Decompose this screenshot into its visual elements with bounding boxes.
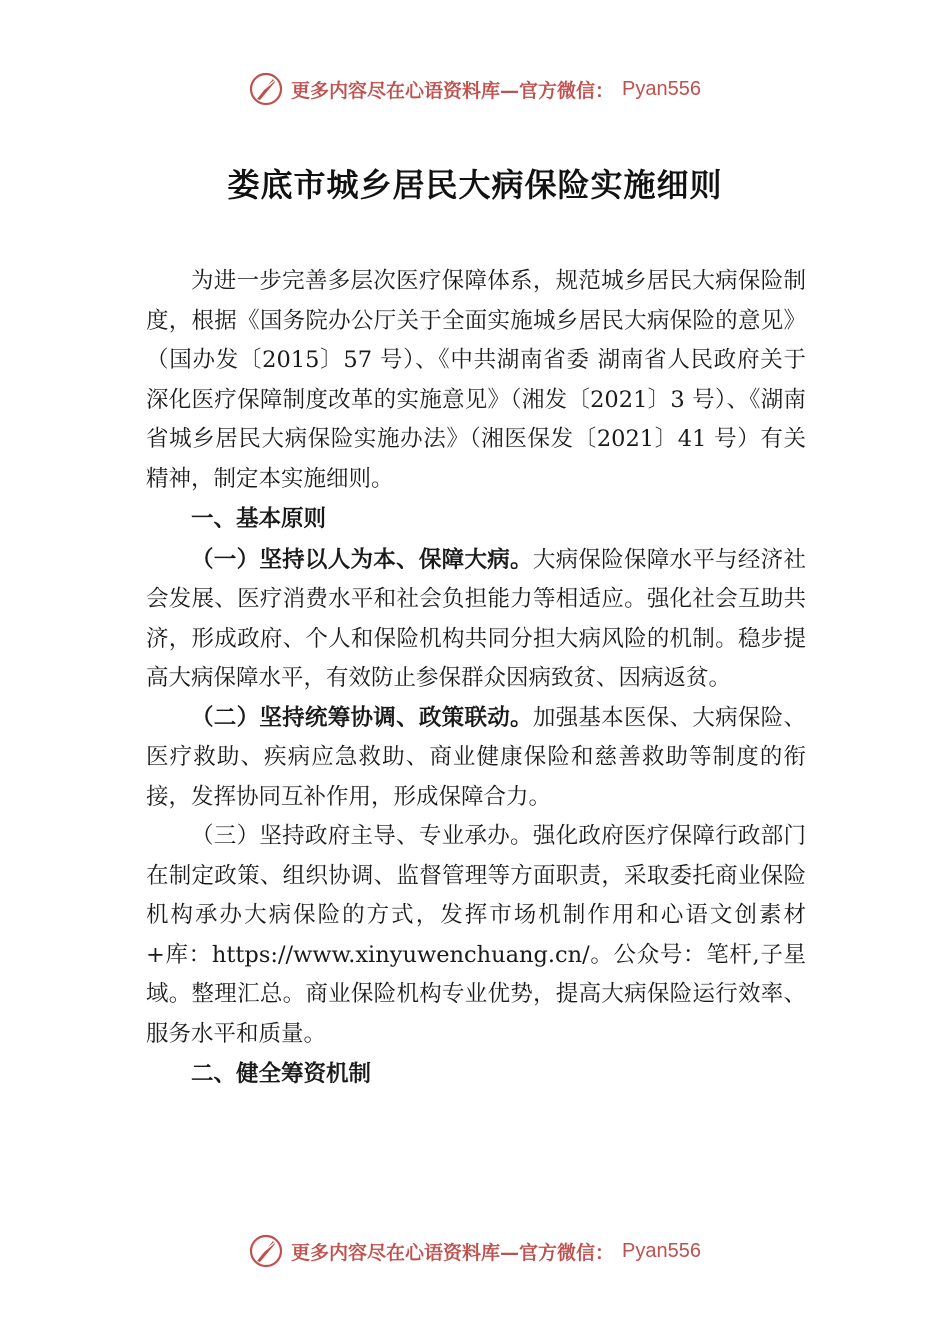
header-banner [0,72,950,106]
principle-2-lead: （二）坚持统筹协调、政策联动。 [191,704,533,731]
principle-paragraph-3: （三）坚持政府主导、专业承办。强化政府医疗保障行政部门在制定政策、组织协调、监督管理等方面职责，采取委托商业保险机构承办大病保险的方式，发挥市场机制作用和心语文创素材+库：https://www.xinyuwenchuang.cn/。公众号：笔杆,子星域。整理汇总。商业保险机构专业优势，提高大病保险运行效率、服务水平和质量。 [146,823,806,1047]
principle-2-body: 加强基本医保、大病保险、医疗救助、疾病应急救助、商业健康保险和慈善救助等制度的衔接，发挥协同互补作用，形成保障合力。 [146,704,806,810]
banner-wechat-handle: Pyan556 [622,77,701,100]
quill-logo-icon [249,1234,283,1268]
intro-paragraph: 为进一步完善多层次医疗保障体系，规范城乡居民大病保险制度，根据《国务院办公厅关于全面实施城乡居民大病保险的意见》（国办发〔2015〕57 号）、《中共湖南省委 湖南省人民政府关于深化医疗保障制度改革的实施意见》（湘发〔2021〕3 号）、《湖南省城乡居民大病保险实施办法》（湘医保发〔2021〕41 号）有关精神，制定本实施细则。 [146,268,806,492]
quill-logo-icon [249,72,283,106]
banner-wechat-handle: Pyan556 [622,1239,701,1262]
banner-slogan: 更多内容尽在心语资料库—官方微信： [291,79,615,102]
principle-1-body: 大病保险保障水平与经济社会发展、医疗消费水平和社会负担能力等相适应。强化社会互助共济，形成政府、个人和保险机构共同分担大病风险的机制。稳步提高大病保障水平，有效防止参保群众因病致贫、因病返贫。 [146,546,806,691]
section-heading-basic-principles: 一、基本原则 [191,506,327,532]
principle-paragraph-2 [146,699,806,818]
banner-slogan: 更多内容尽在心语资料库—官方微信： [291,1241,615,1264]
principle-1-lead: （一）坚持以人为本、保障大病。 [191,546,533,573]
document-body [146,262,806,1096]
section-heading-funding-mechanism: 二、健全筹资机制 [191,1061,372,1087]
document-title: 娄底市城乡居民大病保险实施细则 [227,166,723,204]
principle-paragraph-1 [146,541,806,699]
footer-banner [0,1234,950,1268]
